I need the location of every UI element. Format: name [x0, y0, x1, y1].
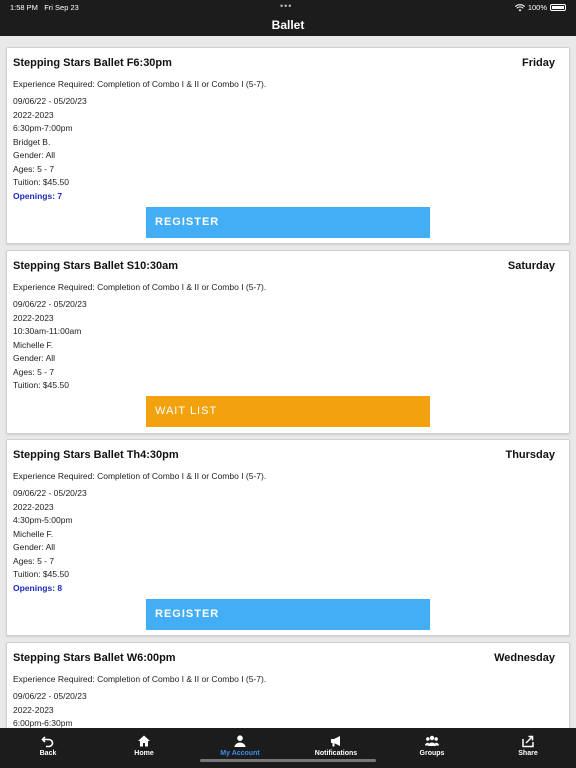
class-details — [13, 690, 87, 728]
class-details — [13, 298, 87, 393]
class-time: 10:30am-11:00am — [13, 326, 82, 336]
class-title: Stepping Stars Ballet S10:30am — [13, 260, 179, 272]
class-dates: 09/06/22 - 05/20/23 — [13, 488, 87, 498]
class-season: 2022-2023 — [13, 501, 54, 512]
class-openings: Openings: 8 — [13, 582, 63, 593]
class-ages: Ages: 5 - 7 — [13, 366, 55, 377]
groups-icon — [423, 734, 441, 748]
class-time: 6:00pm-6:30pm — [13, 718, 73, 728]
class-experience: Experience Required: Completion of Combo I & II or Combo I (5-7). — [13, 471, 267, 481]
class-title: Stepping Stars Ballet Th4:30pm — [13, 449, 179, 461]
tab-notifications[interactable] — [288, 728, 384, 768]
class-instructor: Michelle F. — [13, 528, 54, 539]
class-card — [6, 642, 570, 728]
class-gender: Gender: All — [13, 353, 56, 363]
class-tuition: Tuition: $45.50 — [13, 569, 69, 579]
class-list[interactable] — [0, 36, 576, 728]
tab-home[interactable] — [96, 728, 192, 768]
person-icon — [233, 734, 247, 748]
home-icon — [137, 734, 151, 748]
class-time: 6:30pm-7:00pm — [13, 123, 73, 133]
class-card — [6, 250, 570, 434]
tab-share[interactable] — [480, 728, 576, 768]
tab-my-account[interactable] — [192, 728, 288, 768]
share-icon — [521, 734, 535, 748]
class-card — [6, 47, 570, 244]
register-button[interactable]: REGISTER — [146, 599, 430, 630]
tab-back[interactable] — [0, 728, 96, 768]
class-openings: Openings: 7 — [13, 190, 63, 201]
class-card — [6, 439, 570, 636]
class-dates: 09/06/22 - 05/20/23 — [13, 691, 87, 701]
class-details — [13, 487, 87, 595]
tab-groups[interactable] — [384, 728, 480, 768]
class-details — [13, 95, 87, 203]
class-ages: Ages: 5 - 7 — [13, 163, 55, 174]
class-experience: Experience Required: Completion of Combo I & II or Combo I (5-7). — [13, 282, 267, 292]
class-season: 2022-2023 — [13, 312, 54, 323]
class-time: 4:30pm-5:00pm — [13, 515, 73, 525]
multitasking-dots[interactable]: ••• — [280, 1, 293, 11]
tab-label: Back — [39, 750, 57, 757]
status-right — [515, 3, 566, 12]
tab-bar — [0, 728, 576, 768]
class-dates: 09/06/22 - 05/20/23 — [13, 96, 87, 106]
tab-label: Notifications — [314, 750, 358, 757]
class-season: 2022-2023 — [13, 109, 54, 120]
megaphone-icon — [329, 734, 343, 748]
class-day: Thursday — [505, 449, 555, 461]
tab-label: My Account — [220, 750, 260, 757]
class-gender: Gender: All — [13, 150, 56, 160]
class-day: Saturday — [507, 260, 555, 272]
class-tuition: Tuition: $45.50 — [13, 177, 69, 187]
home-indicator[interactable] — [200, 759, 376, 762]
class-title: Stepping Stars Ballet F6:30pm — [13, 57, 172, 69]
class-tuition: Tuition: $45.50 — [13, 380, 69, 390]
class-season: 2022-2023 — [13, 704, 54, 715]
class-gender: Gender: All — [13, 542, 56, 552]
register-button[interactable]: REGISTER — [146, 207, 430, 238]
tab-label: Home — [134, 750, 154, 757]
tab-label: Share — [518, 750, 538, 757]
wifi-icon — [515, 4, 525, 12]
class-instructor: Michelle F. — [13, 339, 54, 350]
class-day: Friday — [521, 57, 555, 69]
page-title: Ballet — [0, 14, 576, 36]
status-time: 1:58 PM Fri Sep 23 — [10, 3, 79, 12]
class-title: Stepping Stars Ballet W6:00pm — [13, 652, 176, 664]
class-day: Wednesday — [494, 652, 555, 664]
class-experience: Experience Required: Completion of Combo I & II or Combo I (5-7). — [13, 79, 267, 89]
wait-list-button[interactable]: WAIT LIST — [146, 396, 430, 427]
class-ages: Ages: 5 - 7 — [13, 555, 55, 566]
tab-label: Groups — [419, 750, 445, 757]
status-bar — [0, 0, 576, 14]
battery-icon — [550, 4, 566, 11]
class-dates: 09/06/22 - 05/20/23 — [13, 299, 87, 309]
back-arrow-icon — [41, 734, 55, 748]
class-experience: Experience Required: Completion of Combo I & II or Combo I (5-7). — [13, 674, 267, 684]
battery-percent: 100% — [527, 3, 547, 12]
class-instructor: Bridget B. — [13, 136, 51, 147]
